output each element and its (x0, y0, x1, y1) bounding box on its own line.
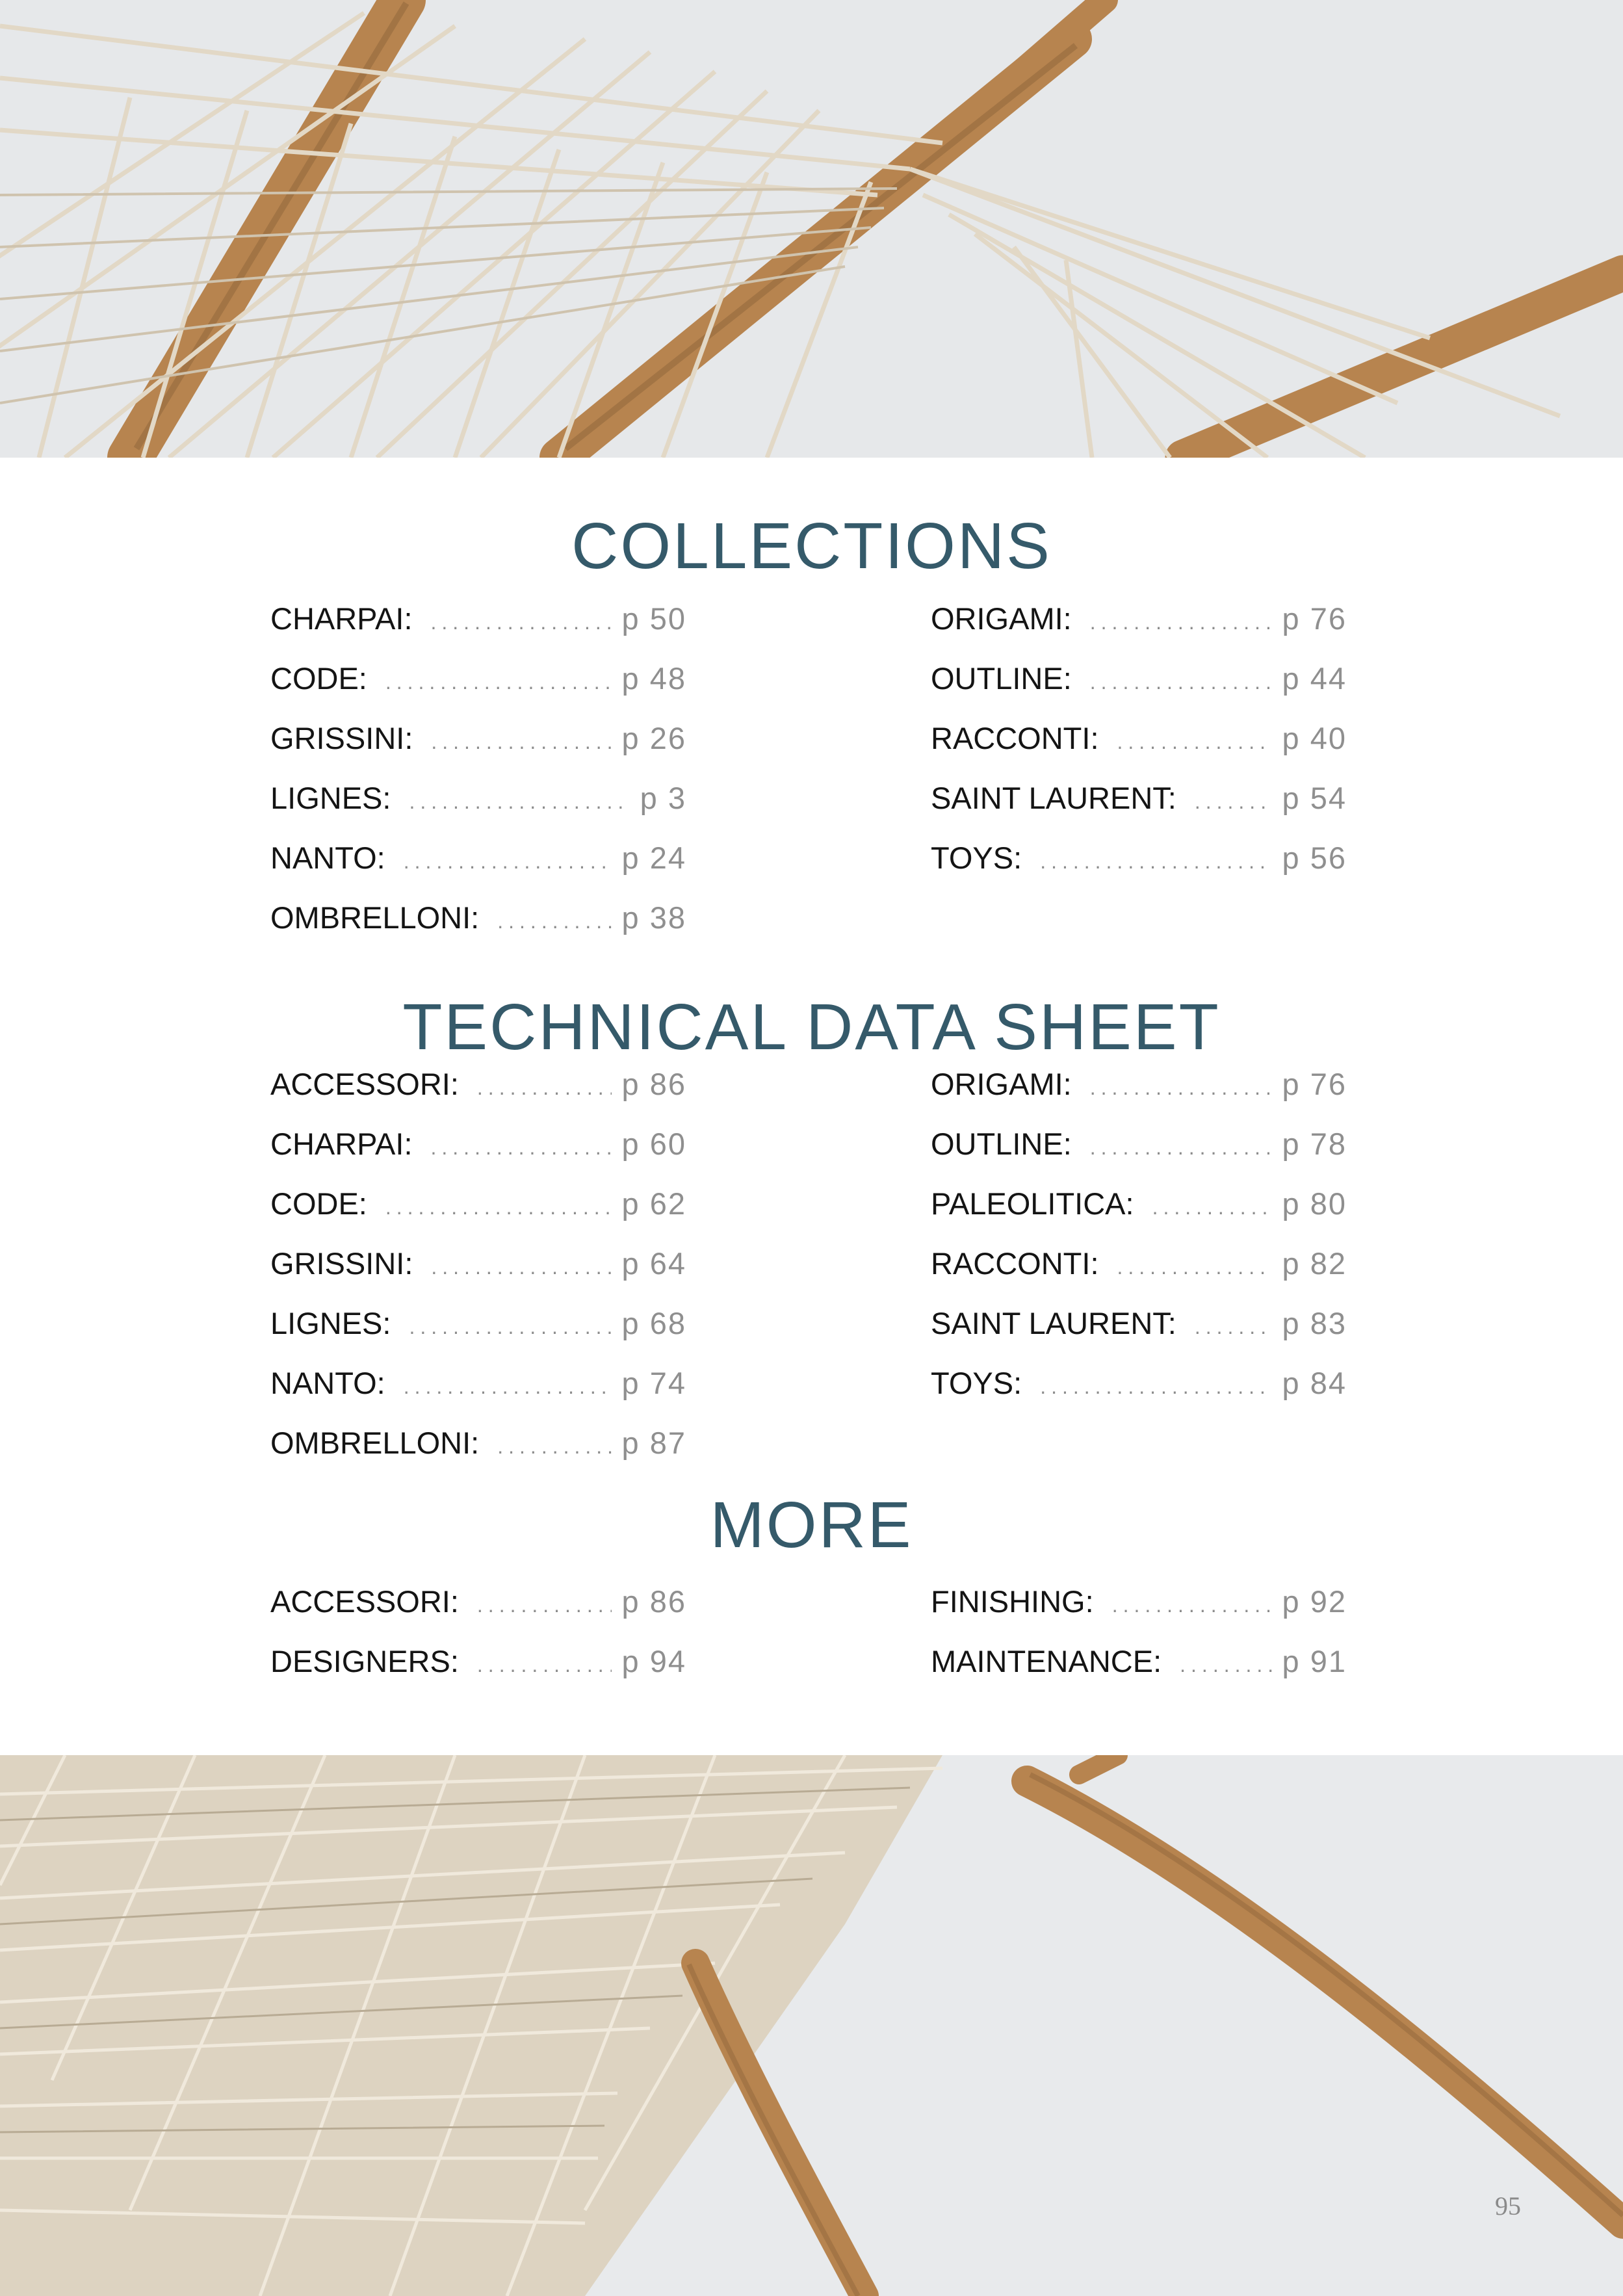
index-entry[interactable] (270, 780, 686, 840)
rope-weave-image-bottom (0, 1755, 1623, 2296)
entry-name: ORIGAMI: (931, 601, 1072, 636)
index-entry[interactable] (931, 1246, 1347, 1305)
entry-page-ref: p 26 (621, 721, 686, 755)
index-entry[interactable] (931, 1126, 1347, 1186)
dot-leader (1090, 1136, 1272, 1160)
bottom-photo-woven-rope (0, 1755, 1623, 2296)
index-entry[interactable] (270, 840, 686, 900)
index-entry[interactable] (931, 660, 1347, 720)
entry-name: PALEOLITICA: (931, 1186, 1134, 1221)
index-entry[interactable] (931, 1365, 1347, 1425)
entry-name: TOYS: (931, 841, 1022, 875)
index-entry[interactable] (270, 1305, 686, 1365)
dot-leader (431, 610, 612, 634)
entry-page-ref: p 48 (621, 661, 686, 696)
more-left-column (270, 1584, 686, 1703)
dot-leader (497, 909, 611, 933)
dot-leader (404, 850, 612, 874)
entry-page-ref: p 86 (621, 1584, 686, 1619)
entry-page-ref: p 54 (1282, 781, 1347, 815)
entry-name: ORIGAMI: (931, 1067, 1072, 1101)
entry-name: OMBRELLONI: (270, 900, 480, 935)
entry-name: GRISSINI: (270, 721, 413, 755)
entry-name: ACCESSORI: (270, 1067, 459, 1101)
entry-page-ref: p 76 (1282, 1067, 1347, 1101)
entry-name: TOYS: (931, 1366, 1022, 1400)
index-entry[interactable] (931, 1186, 1347, 1246)
entry-name: LIGNES: (270, 781, 391, 815)
entry-name: CODE: (270, 661, 367, 696)
index-entry[interactable] (270, 1584, 686, 1643)
collections-right-column (931, 601, 1347, 900)
dot-leader (1112, 1593, 1272, 1617)
entry-page-ref: p 62 (621, 1186, 686, 1221)
index-entry[interactable] (270, 1246, 686, 1305)
rope-weave-image (0, 0, 1623, 458)
dot-leader (1195, 1315, 1272, 1339)
entry-page-ref: p 86 (621, 1067, 686, 1101)
index-entry[interactable] (931, 1305, 1347, 1365)
index-entry[interactable] (931, 1584, 1347, 1643)
dot-leader (1117, 730, 1272, 754)
entry-page-ref: p 68 (621, 1306, 686, 1340)
entry-name: GRISSINI: (270, 1246, 413, 1281)
dot-leader (1090, 670, 1272, 694)
entry-name: RACCONTI: (931, 721, 1099, 755)
entry-name: MAINTENANCE: (931, 1644, 1162, 1678)
entry-page-ref: p 44 (1282, 661, 1347, 696)
dot-leader (431, 1255, 611, 1279)
index-entry[interactable] (270, 1066, 686, 1126)
dot-leader (1090, 610, 1272, 634)
dot-leader (1117, 1255, 1272, 1279)
entry-page-ref: p 50 (621, 601, 686, 636)
section-title-technical-data-sheet: TECHNICAL DATA SHEET (402, 991, 1221, 1063)
entry-name: CODE: (270, 1186, 367, 1221)
index-entry[interactable] (270, 660, 686, 720)
entry-name: DESIGNERS: (270, 1644, 459, 1678)
dot-leader (497, 1435, 611, 1459)
dot-leader (1180, 1653, 1271, 1677)
entry-page-ref: p 82 (1282, 1246, 1347, 1281)
entry-page-ref: p 76 (1282, 601, 1347, 636)
index-entry[interactable] (270, 1643, 686, 1703)
entry-page-ref: p 94 (621, 1644, 686, 1678)
entry-page-ref: p 40 (1282, 721, 1347, 755)
section-title-more: MORE (710, 1489, 913, 1561)
dot-leader (477, 1076, 612, 1100)
dot-leader (409, 790, 629, 814)
entry-page-ref: p 64 (621, 1246, 686, 1281)
collections-left-column (270, 601, 686, 959)
entry-page-ref: p 78 (1282, 1127, 1347, 1161)
entry-page-ref: p 83 (1282, 1306, 1347, 1340)
dot-leader (1090, 1076, 1272, 1100)
dot-leader (404, 1375, 612, 1399)
entry-name: SAINT LAURENT: (931, 1306, 1176, 1340)
index-entry[interactable] (931, 601, 1347, 660)
section-title-collections: COLLECTIONS (571, 510, 1052, 582)
index-entry[interactable] (931, 720, 1347, 780)
entry-name: OMBRELLONI: (270, 1426, 480, 1460)
index-entry[interactable] (270, 720, 686, 780)
entry-name: SAINT LAURENT: (931, 781, 1176, 815)
entry-page-ref: p 38 (621, 900, 686, 935)
index-entry[interactable] (270, 900, 686, 959)
technical-left-column (270, 1066, 686, 1485)
index-entry[interactable] (270, 1186, 686, 1246)
entry-name: NANTO: (270, 1366, 385, 1400)
entry-name: OUTLINE: (931, 661, 1072, 696)
entry-page-ref: p 56 (1282, 841, 1347, 875)
more-right-column (931, 1584, 1347, 1703)
entry-page-ref: p 3 (640, 781, 686, 815)
index-panel (0, 458, 1623, 1755)
dot-leader (409, 1315, 611, 1339)
index-entry[interactable] (931, 780, 1347, 840)
entry-name: ACCESSORI: (270, 1584, 459, 1619)
entry-page-ref: p 92 (1282, 1584, 1347, 1619)
index-entry[interactable] (270, 1425, 686, 1485)
dot-leader (1040, 1375, 1271, 1399)
index-entry[interactable] (270, 601, 686, 660)
dot-leader (1195, 790, 1272, 814)
entry-page-ref: p 84 (1282, 1366, 1347, 1400)
entry-page-ref: p 24 (621, 841, 686, 875)
dot-leader (477, 1593, 612, 1617)
dot-leader (431, 730, 611, 754)
index-entry[interactable] (270, 1365, 686, 1425)
index-entry[interactable] (931, 1643, 1347, 1703)
page-number: 95 (1495, 2191, 1521, 2221)
entry-page-ref: p 74 (621, 1366, 686, 1400)
top-photo-woven-rope (0, 0, 1623, 458)
index-entry[interactable] (270, 1126, 686, 1186)
entry-name: FINISHING: (931, 1584, 1094, 1619)
dot-leader (1152, 1195, 1272, 1220)
index-entry[interactable] (931, 1066, 1347, 1126)
entry-page-ref: p 80 (1282, 1186, 1347, 1221)
entry-page-ref: p 60 (621, 1127, 686, 1161)
entry-name: CHARPAI: (270, 601, 413, 636)
dot-leader (477, 1653, 612, 1677)
technical-right-column (931, 1066, 1347, 1425)
entry-name: CHARPAI: (270, 1127, 413, 1161)
dot-leader (385, 670, 612, 694)
entry-name: LIGNES: (270, 1306, 391, 1340)
dot-leader (431, 1136, 612, 1160)
entry-name: NANTO: (270, 841, 385, 875)
entry-page-ref: p 91 (1282, 1644, 1347, 1678)
index-entry[interactable] (931, 840, 1347, 900)
entry-name: OUTLINE: (931, 1127, 1072, 1161)
entry-name: RACCONTI: (931, 1246, 1099, 1281)
entry-page-ref: p 87 (621, 1426, 686, 1460)
dot-leader (385, 1195, 612, 1220)
dot-leader (1040, 850, 1271, 874)
